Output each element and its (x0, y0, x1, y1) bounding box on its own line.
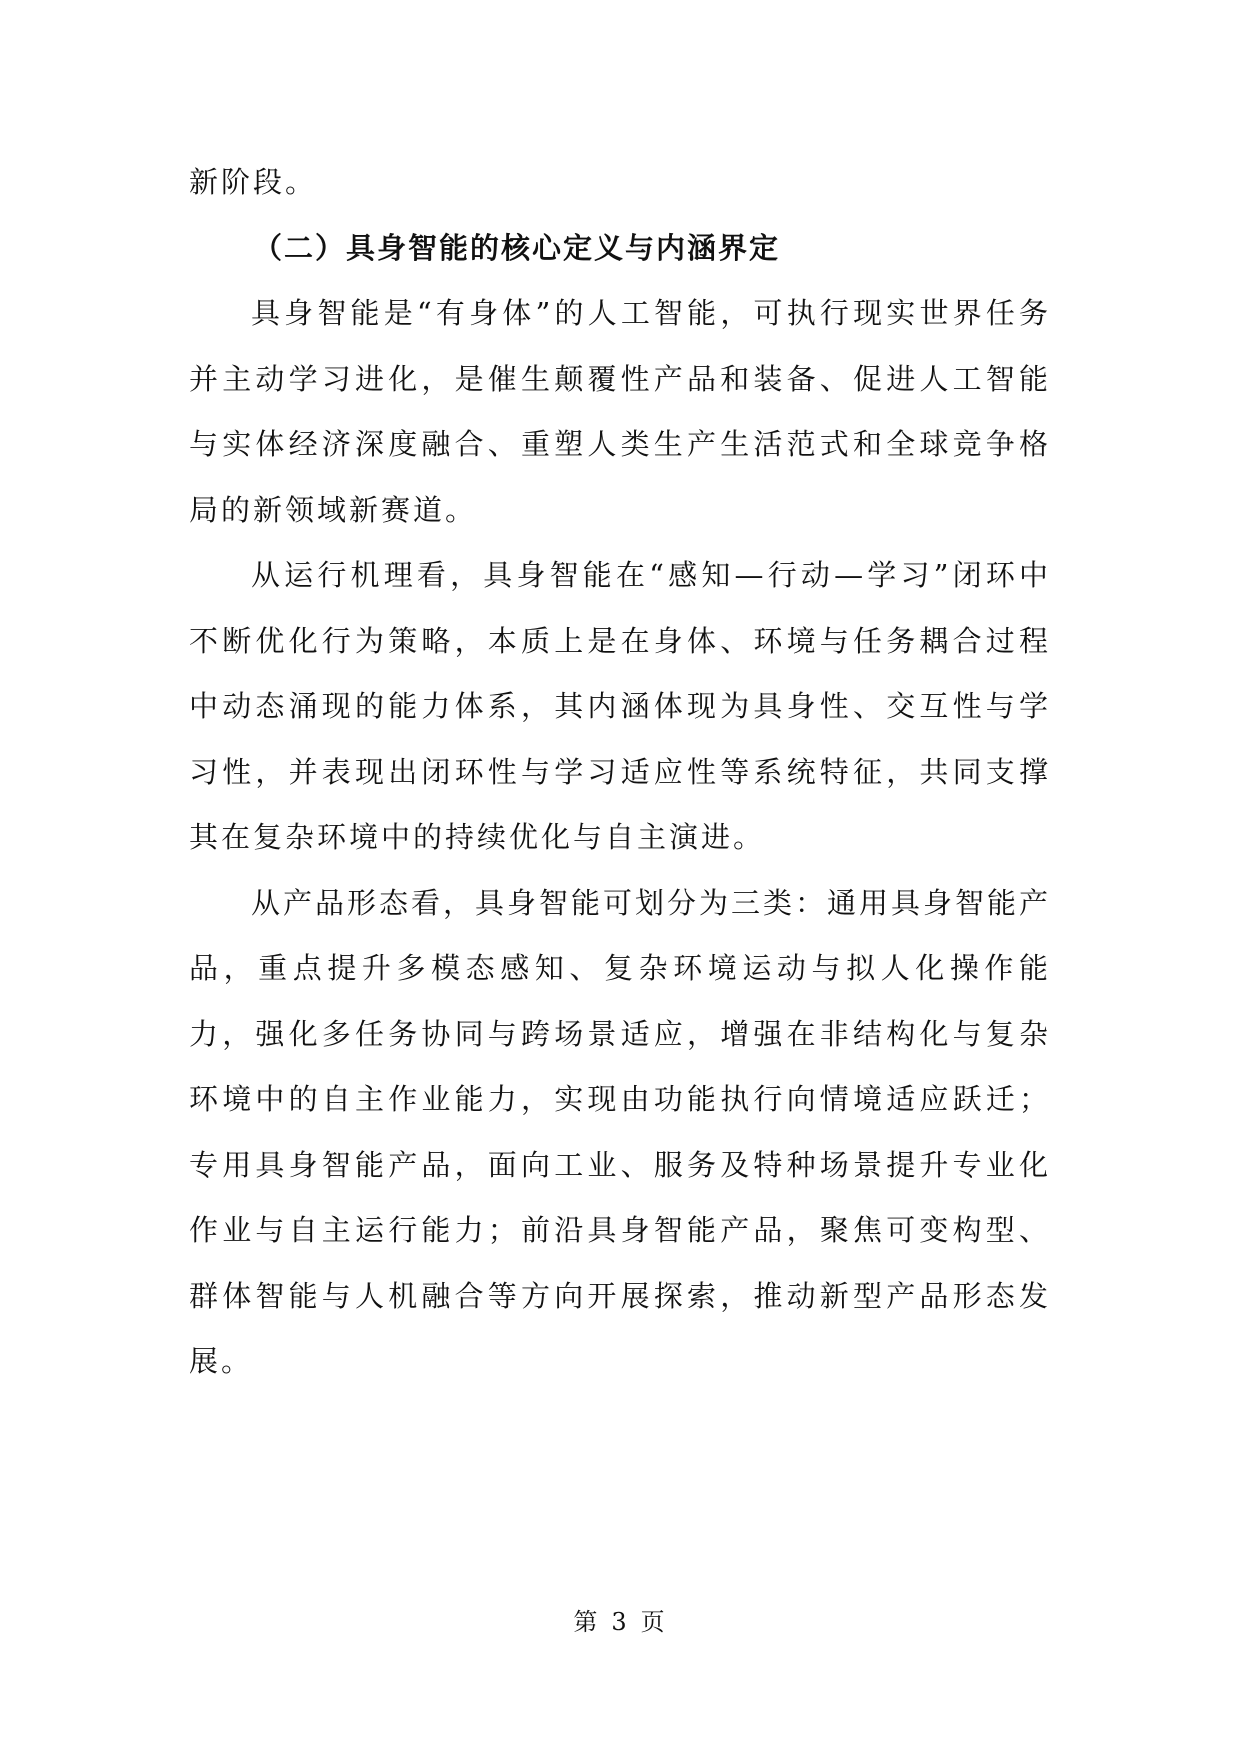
page-footer (0, 1605, 1240, 1639)
lead-line: 新阶段。 (189, 165, 318, 199)
paragraph-mechanism: 从运行机理看，具身智能在“感知—行动—学习”闭环中不断优化行为策略，本质上是在身体、环境与任务耦合过程中动态涌现的能力体系，其内涵体现为具身性、交互性与学习性，并表现出闭环性与学习适应性等系统特征，共同支撑其在复杂环境中的持续优化与自主演进。 (189, 558, 1051, 854)
page-number: 3 (611, 1608, 629, 1636)
footer-suffix: 页 (640, 1608, 667, 1636)
paragraph-product-forms: 从产品形态看，具身智能可划分为三类：通用具身智能产品，重点提升多模态感知、复杂环境运动与拟人化操作能力，强化多任务协同与跨场景适应，增强在非结构化与复杂环境中的自主作业能力，实现由功能执行向情境适应跃迁；专用具身智能产品，面向工业、服务及特种场景提升专业化作业与自主运行能力；前沿具身智能产品，聚焦可变构型、群体智能与人机融合等方向开展探索，推动新型产品形态发展。 (189, 885, 1052, 1378)
document-body (189, 150, 1051, 1395)
footer-prefix: 第 (573, 1608, 600, 1636)
paragraph-definition: 具身智能是“有身体”的人工智能，可执行现实世界任务并主动学习进化，是催生颠覆性产品和装备、促进人工智能与实体经济深度融合、重塑人类生产生活范式和全球竞争格局的新领域新赛道。 (189, 296, 1051, 527)
section-heading: （二）具身智能的核心定义与内涵界定 (253, 230, 781, 265)
